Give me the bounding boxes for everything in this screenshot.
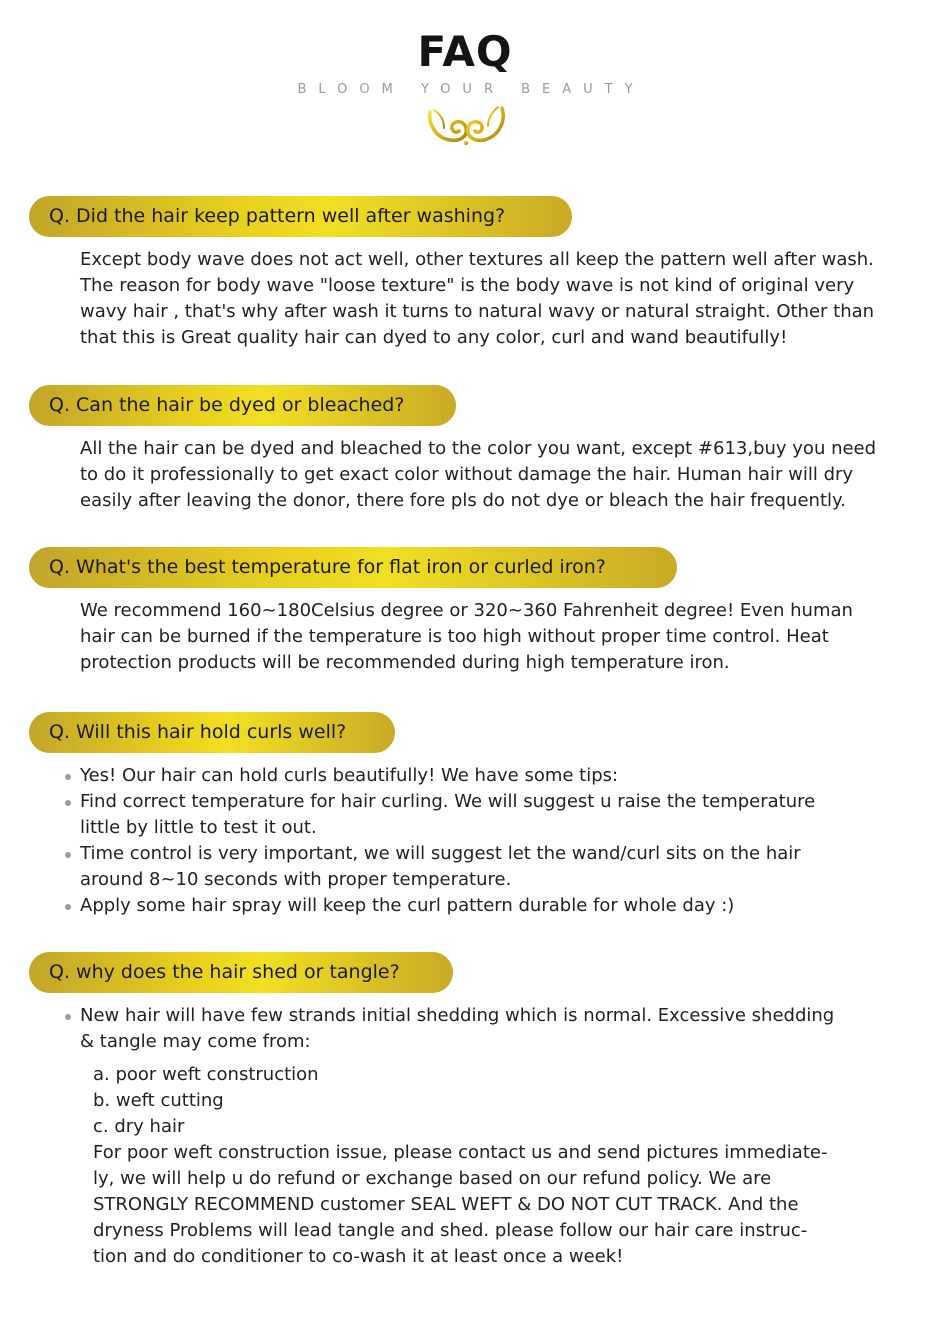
page-title: FAQ xyxy=(417,27,513,76)
faq-question-1: Q. Did the hair keep pattern well after washing? xyxy=(29,196,572,237)
cause-item: c. dry hair xyxy=(93,1116,185,1137)
list-item: New hair will have few strands initial shedding which is normal. Excessive shedding & tangle may come from: xyxy=(80,1003,870,1055)
faq-answer-2 xyxy=(80,436,898,514)
faq-question-4: Q. Will this hair hold curls well? xyxy=(29,712,395,753)
faq-answer-3 xyxy=(80,598,898,676)
faq-answer-3-text: We recommend 160~180Celsius degree or 320~360 Fahrenheit degree! Even human hair can be burned if the temperature is too high without proper time control. Heat protection products will be recommended during high temperature iron. xyxy=(80,600,853,673)
faq-answer-2-text: All the hair can be dyed and bleached to the color you want, except #613,buy you need to do it professionally to get exact color without damage the hair. Human hair will dry easily after leaving the donor, there fore pls do not dye or bleach the hair frequently. xyxy=(80,438,877,511)
faq-answer-4-list xyxy=(80,763,870,919)
faq-answer-5-details xyxy=(93,1062,863,1270)
faq-question-2: Q. Can the hair be dyed or bleached? xyxy=(29,385,456,426)
cause-item: b. weft cutting xyxy=(93,1090,224,1111)
gold-swirl-ornament-icon xyxy=(424,102,508,146)
cause-item: a. poor weft construction xyxy=(93,1064,319,1085)
brand-tagline: BLOOM YOUR BEAUTY xyxy=(297,82,645,97)
list-item: Yes! Our hair can hold curls beautifully! We have some tips: xyxy=(80,763,870,789)
faq-answer-1 xyxy=(80,247,898,351)
faq-question-5: Q. why does the hair shed or tangle? xyxy=(29,952,453,993)
list-item: Time control is very important, we will suggest let the wand/curl sits on the hair around 8~10 seconds with proper temperature. xyxy=(80,841,870,893)
faq-answer-5-list xyxy=(80,1003,870,1055)
faq-answer-5-closing: For poor weft construction issue, please contact us and send pictures immediate- ly, we will help u do refund or exchange based on our refund policy. We are STRONGLY RECOMMEND customer SEAL WEFT & DO NOT CUT TRACK. And the dryness Problems will lead tangle and shed. please follow our hair care instruc- tion and do conditioner to co-wash it at least once a week! xyxy=(93,1142,828,1267)
faq-question-3: Q. What's the best temperature for flat iron or curled iron? xyxy=(29,547,677,588)
list-item: Find correct temperature for hair curling. We will suggest u raise the temperature little by little to test it out. xyxy=(80,789,870,841)
list-item: Apply some hair spray will keep the curl pattern durable for whole day :) xyxy=(80,893,870,919)
faq-answer-1-text: Except body wave does not act well, other textures all keep the pattern well after wash. The reason for body wave "loose texture" is the body wave is not kind of original very wavy hair , that's why after wash it turns to natural wavy or natural straight. Other than that this is Great quality hair can dyed to any color, curl and wand beautifully! xyxy=(80,249,875,348)
